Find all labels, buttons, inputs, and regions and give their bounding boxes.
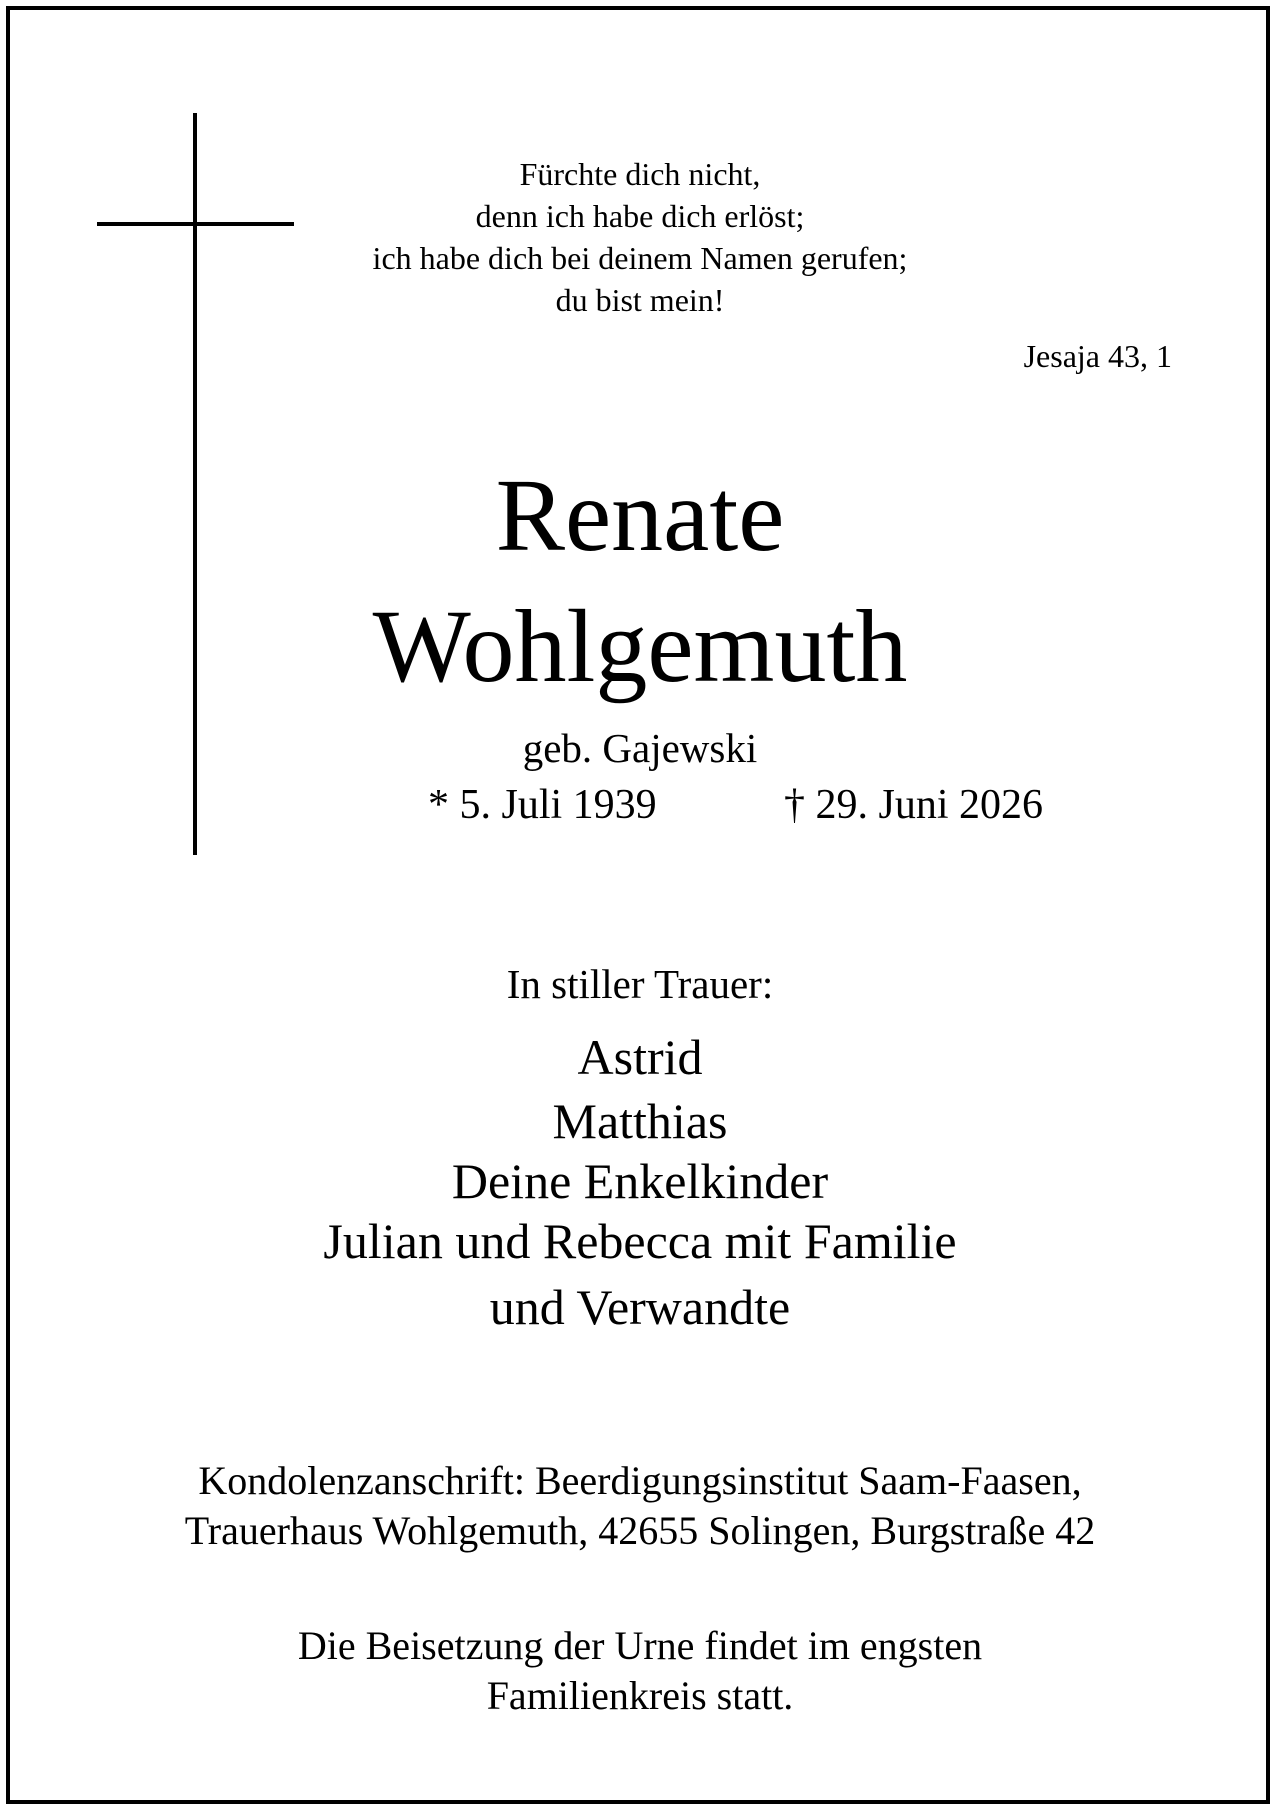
urn-burial-note: [0, 1621, 1280, 1721]
deceased-last-name: Wohlgemuth: [372, 589, 908, 704]
verse-source: Jesaja 43, 1: [1023, 338, 1172, 374]
condolence-line: Kondolenzanschrift: Beerdigungsinstitut Saam-Faasen,: [198, 1458, 1082, 1503]
death-date: † 29. Juni 2026: [784, 782, 1044, 828]
bible-verse: [0, 153, 1280, 321]
mourners-list: [0, 1024, 1280, 1343]
mourner-entry: Astrid: [577, 1029, 703, 1085]
condolence-line: Trauerhaus Wohlgemuth, 42655 Solingen, Burgstraße 42: [184, 1508, 1096, 1553]
mourner-entry: und Verwandte: [489, 1279, 791, 1335]
verse-line: ich habe dich bei deinem Namen gerufen;: [372, 240, 908, 276]
condolence-address: [0, 1456, 1280, 1556]
mourner-entry: Matthias: [552, 1093, 728, 1149]
birth-name: geb. Gajewski: [522, 725, 758, 771]
verse-line: denn ich habe dich erlöst;: [475, 198, 805, 234]
birth-date: * 5. Juli 1939: [428, 782, 657, 828]
urn-note-line: Familienkreis statt.: [486, 1673, 794, 1718]
mourner-entry: Deine Enkelkinder: [451, 1153, 829, 1209]
mourner-entry: Julian und Rebecca mit Familie: [323, 1213, 957, 1269]
deceased-name: [0, 450, 1280, 712]
verse-line: du bist mein!: [555, 282, 725, 318]
verse-line: Fürchte dich nicht,: [519, 156, 761, 192]
mourning-intro: In stiller Trauer:: [506, 961, 774, 1007]
deceased-first-name: Renate: [495, 458, 785, 573]
urn-note-line: Die Beisetzung der Urne findet im engsten: [297, 1623, 983, 1668]
